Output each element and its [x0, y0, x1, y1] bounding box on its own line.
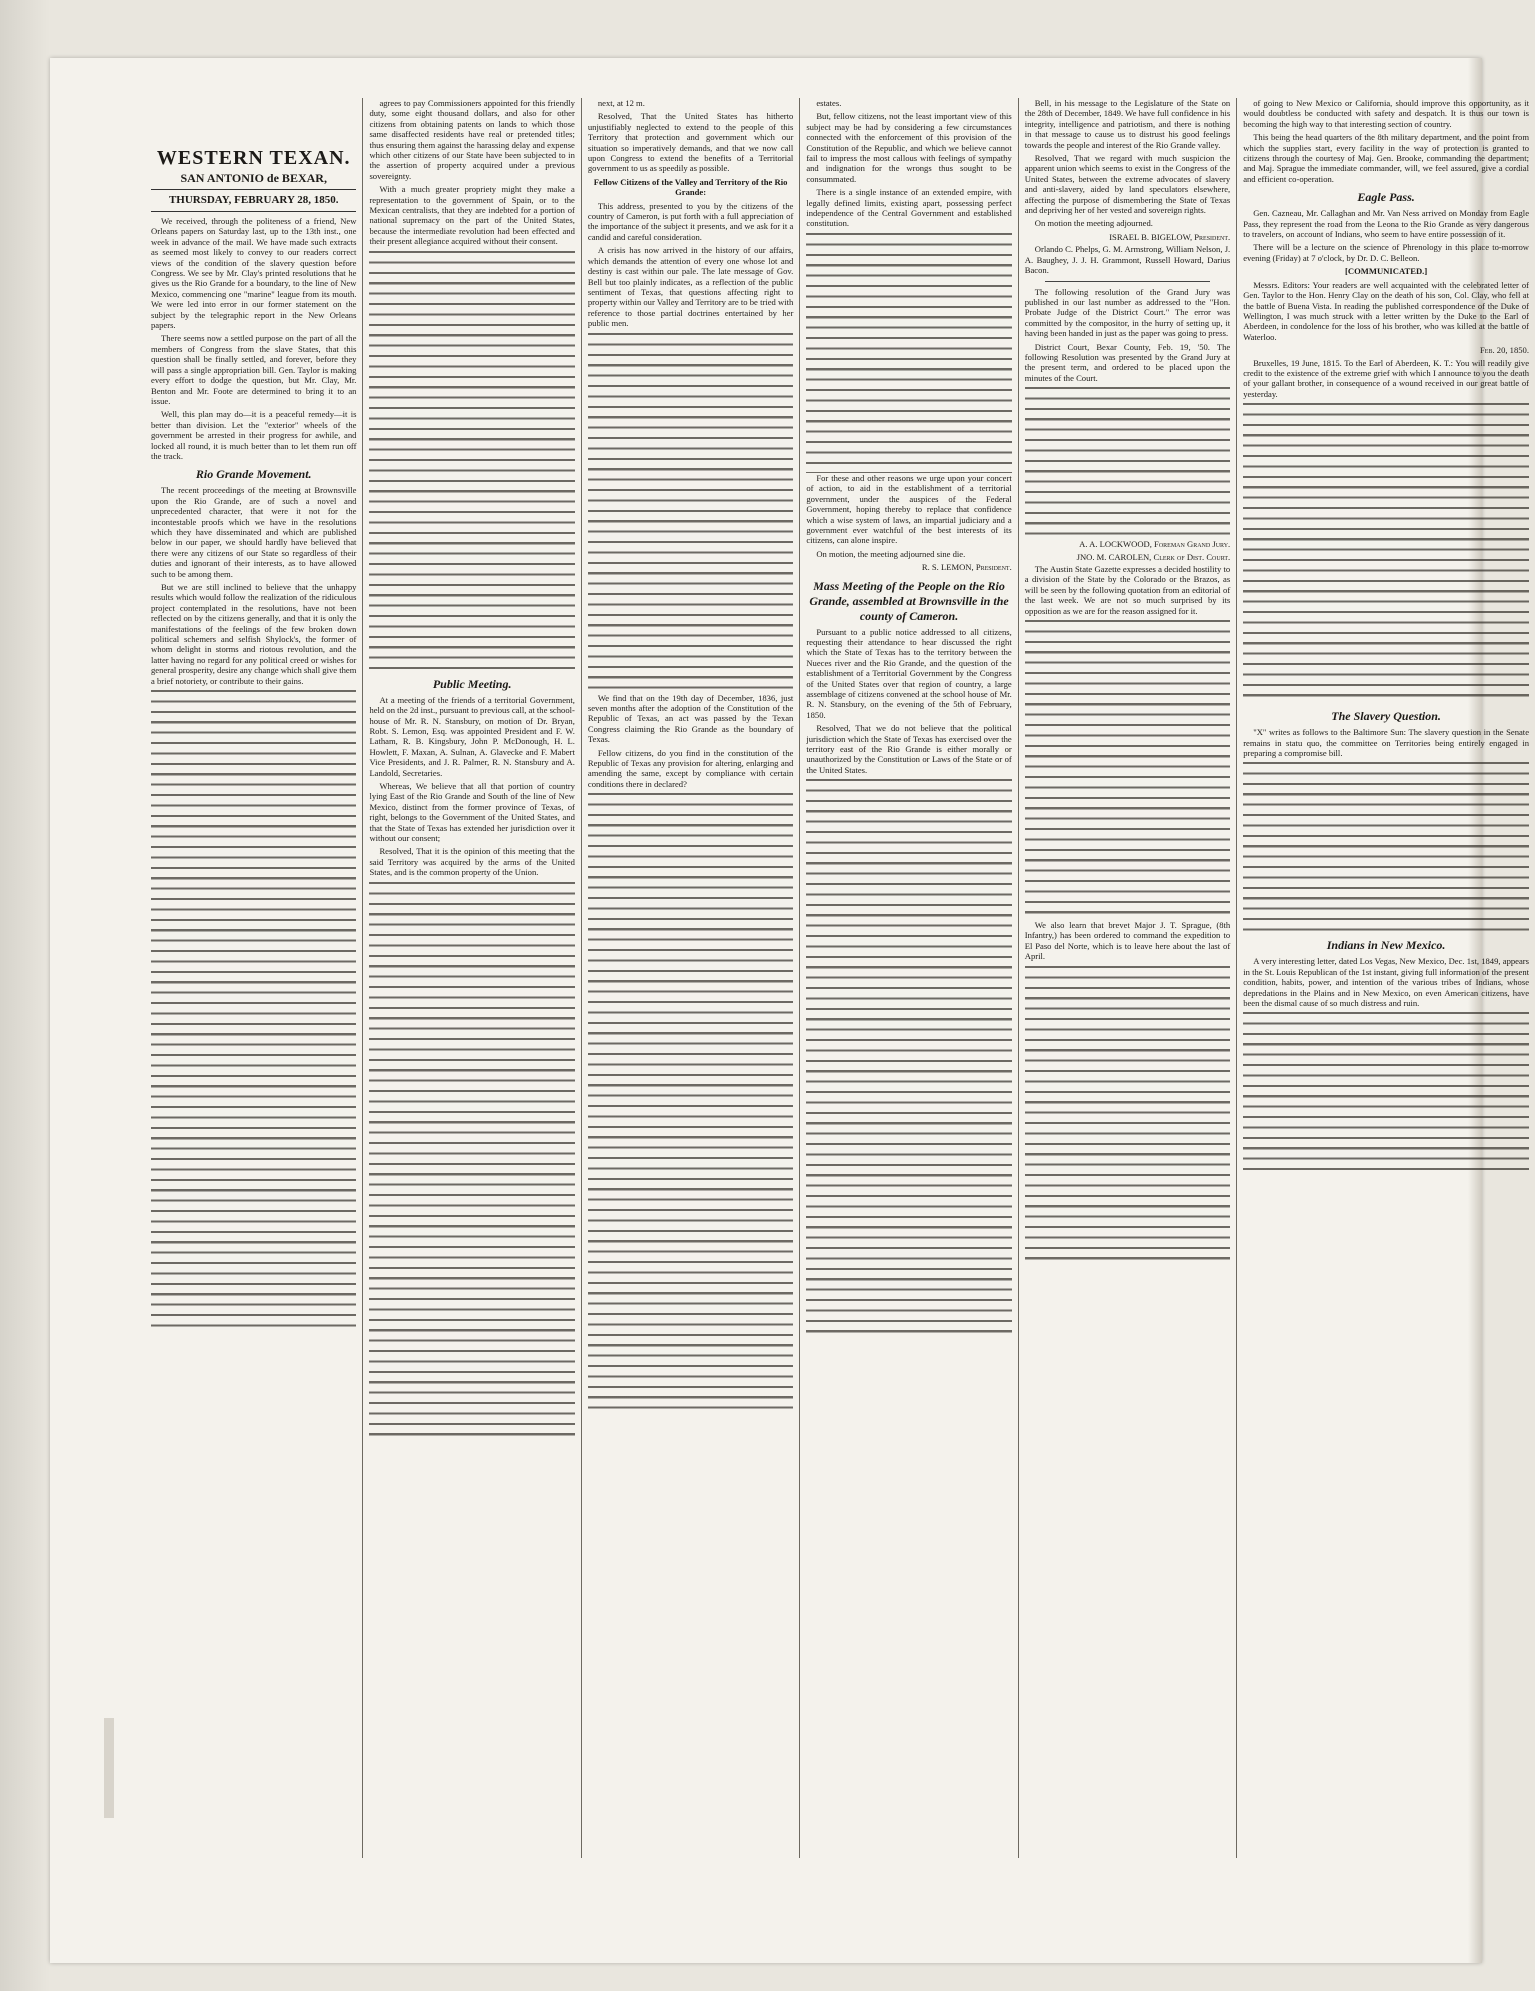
paragraph: For these and other reasons we urge upon your concert of action, to aid in the establishment of a territorial government, under the auspices of the Federal Government, hoping thereby to replace that confidence which a wise system of laws, an impartial judiciary and a government ever watchful of the best interests of its citizens, can alone inspire. — [806, 472, 1012, 546]
paragraph: There will be a lecture on the science of Phrenology in this place to-morrow evening (Friday) at 7 o'clock, by Dr. D. C. Belleon. — [1243, 242, 1530, 263]
paragraph: We also learn that brevet Major J. T. Sprague, (8th Infantry,) has been ordered to command the expedition to El Paso del Norte, which is to leave here about the last of April. — [1024, 920, 1231, 962]
paragraph: estates. — [816, 98, 842, 108]
article-heading: The Slavery Question. — [1331, 709, 1441, 724]
column-6 — [1237, 98, 1535, 1858]
paragraph: Bell, in his message to the Legislature of the State on the 28th of December, 1849. We have full confidence in his integrity, intelligence and patriotism, and there is nothing in that message to cause us to distrust his good feelings towards the people and interest of the Rio Grande valley. — [1024, 98, 1231, 150]
paragraph: A very interesting letter, dated Los Vegas, New Mexico, Dec. 1st, 1849, appears in the St. Louis Republican of the 1st instant, giving full information of the present condition, habits, power, and intention of the various tribes of Indians, whose depredations in the Plains and in New Mexico, on even American citizens, have been the dismal cause of so much distress and ruin. — [1243, 956, 1530, 1008]
paragraph: The Austin State Gazette expresses a decided hostility to a division of the State by the Colorado or the Brazos, as will be seen by the following quotation from an editorial of the last week. We are not so much surprised by its opposition as we are for the reason assigned for it. — [1024, 563, 1231, 616]
dense-text-block — [1243, 403, 1529, 703]
officers-list: Orlando C. Phelps, G. M. Armstrong, William Nelson, J. A. Baughey, J. J. H. Grammont, Russell Howard, Darius Bacon. — [1024, 244, 1231, 276]
dense-text-block — [588, 333, 793, 693]
paragraph: District Court, Bexar County, Feb. 19, '50. The following Resolution was presented by the Grand Jury at the present term, and ordered to be placed upon the minutes of the Court. — [1024, 341, 1231, 383]
paragraph: "X" writes as follows to the Baltimore Sun: The slavery question in the Senate remains in statu quo, the committee on Territories being entirely engaged in preparing a compromise bill. — [1243, 727, 1530, 758]
dense-text-block — [1243, 1012, 1529, 1172]
dense-text-block — [588, 793, 793, 1413]
dense-text-block — [1025, 966, 1230, 1266]
paragraph: agrees to pay Commissioners appointed for this friendly duty, some eight thousand dollars, and also for other citizens from obtaining patents on lands to which those same disaffected residents have real or pretended titles; thus ensuring them against the harassing delay and expense which other citizens of our State have been subjected to in the assertion of property acquired under a previous sovereignty. — [369, 98, 575, 181]
signature: R. S. LEMON, President. — [921, 562, 1012, 573]
column-2 — [363, 98, 581, 1858]
paragraph: Resolved, That it is the opinion of this meeting that the said Territory was acquired by the arms of the United States, and is the common property of the Union. — [369, 846, 575, 878]
paragraph: There seems now a settled purpose on the part of all the members of Congress from the slave States, that this question shall be finally settled, and forever, before they will pass a single appropriation bill. Gen. Taylor is making every effort to dodge the question, but Mr. Clay, Mr. Benton and Mr. Foote are determined to bring it to an issue. — [151, 333, 357, 406]
signature: Feb. 20, 1850. — [1480, 345, 1530, 356]
paragraph: Resolved, That the United States has hitherto unjustifiably neglected to extend to the people of this Territory that protection and government which our situation so imperatively demands, and that we now call upon Congress to extend the benefits of a Territorial government to us as speedily as possible. — [587, 111, 794, 174]
paragraph: On motion the meeting adjourned. — [1034, 218, 1153, 229]
paragraph: Well, this plan may do—it is a peaceful remedy—it is better than division. Let the "exterior" wheels of the government be arrested in their progress for awhile, and locked all round, it is much better than to let them run off the track. — [151, 409, 357, 461]
article-heading: Rio Grande Movement. — [195, 467, 312, 482]
paragraph: We find that on the 19th day of December, 1836, just seven months after the adoption of the Constitution of the Republic of Texas, an act was passed by the Texan Congress claiming the Rio Grande as the boundary of Texas. — [587, 692, 794, 745]
newspaper-page — [50, 58, 1530, 1963]
page-fold — [104, 1718, 114, 1818]
column-3 — [582, 98, 800, 1858]
article-heading: Indians in New Mexico. — [1326, 938, 1446, 953]
paragraph: next, at 12 m. — [597, 98, 645, 108]
dense-text-block — [1243, 762, 1529, 932]
column-1 — [145, 98, 363, 1858]
paragraph: This address, presented to you by the citizens of the country of Cameron, is put forth with a full appreciation of the importance of the subject it presents, and we ask for it a candid and careful consideration. — [587, 200, 794, 242]
signature: ISRAEL B. BIGELOW, President. — [1109, 231, 1231, 242]
columns — [145, 98, 1535, 1858]
paragraph: of going to New Mexico or California, should improve this opportunity, as it would doubtless be conducted with safety and despatch. It is thus our town is becoming the high way to that interesting section of country. — [1243, 98, 1530, 129]
page-left-edge — [0, 0, 50, 1991]
signature: JNO. M. CAROLEN, Clerk of Dist. Court. — [1076, 551, 1231, 562]
column-5 — [1019, 98, 1237, 1858]
paragraph: Resolved, That we do not believe that the political jurisdiction which the State of Texas has exercised over the territory east of the Rio Grande is either morally or unauthorized by the Constitution or Laws of the State or of the United States. — [806, 723, 1012, 775]
paragraph: But we are still inclined to believe that the unhappy results which would follow the realization of the ridiculous project contemplated in the resolutions, have not been reflected on by the citizens generally, and that it is only the manifestations of the feelings of the few broken down political schemers and selfish Shylock's, the former of whom delight in storms and riotous revolution, and the latter having no regard for any political creed or wishes for general prosperity, desire any change which shall give them a brief notoriety, or contribute to their gains. — [151, 582, 357, 686]
dateline-place: SAN ANTONIO de BEXAR, — [180, 171, 327, 185]
dense-text-block — [369, 882, 574, 1442]
paragraph: Gen. Cazneau, Mr. Callaghan and Mr. Van Ness arrived on Monday from Eagle Pass, they represent the road from the Leona to the Rio Grande as very dangerous to travelers, on account of Indians, who seem to have entire possession of it. — [1243, 208, 1530, 240]
paper-title: WESTERN TEXAN. — [156, 147, 351, 169]
article-heading: Public Meeting. — [432, 676, 512, 691]
dense-text-block — [1025, 620, 1230, 920]
paragraph: The recent proceedings of the meeting at Brownsville upon the Rio Grande, are of such a novel and unprecedented character, that were it not for the incontestable proofs which we have in the resolutions which they have disseminated and which are published below in our paper, we should hardly have believed that there were any citizens of our State so regardless of their duties and ignorant of their interests, as to have allowed such to be among them. — [151, 485, 357, 579]
masthead — [151, 146, 356, 212]
paragraph: A crisis has now arrived in the history of our affairs, which demands the attention of every one whose lot and destiny is cast within our pale. The late message of Gov. Bell but too plainly indicates, as a reflection of the public sentiment of Texas, that questions affecting right to property within our Valley and Territory are to be tried with reference to those partial doctrines entertained by her public men. — [587, 245, 794, 329]
paragraph: Resolved, That we regard with much suspicion the apparent union which seems to exist in the Congress of the United States, between the extreme advocates of slavery and anti-slavery, aided by land speculators elsewhere, affecting the purpose of dismembering the State of Texas and depriving her of her vested and sovereign rights. — [1024, 153, 1231, 216]
paragraph: Whereas, We believe that all that portion of country lying East of the Rio Grande and South of the line of New Mexico, distinct from the former province of Texas, of right, belongs to the Government of the United States, and that the State of Texas has extended her jurisdiction over it without our consent; — [369, 780, 575, 843]
dateline-date: THURSDAY, FEBRUARY 28, 1850. — [151, 189, 356, 207]
signature: A. A. LOCKWOOD, Foreman Grand Jury. — [1079, 539, 1231, 550]
paragraph: This being the head quarters of the 8th military department, and the point from which the supplies start, every facility in the way of protection is granted to citizens through the courtesy of Maj. Gen. Brooke, commanding the department; and Maj. Sprague the immediate commander, will, we feel assured, give a cordial and efficient co-operation. — [1243, 132, 1530, 184]
divider — [1045, 281, 1210, 282]
dense-text-block — [806, 779, 1011, 1339]
column-4 — [800, 98, 1018, 1858]
dense-text-block — [151, 690, 356, 1330]
paragraph: Bruxelles, 19 June, 1815. To the Earl of Aberdeen, K. T.: You will readily give credit to the existence of the extreme grief with which I announce to you the death of your gallant brother, in consequence of a wound received in our great battle of yesterday. — [1243, 357, 1530, 399]
paragraph: The following resolution of the Grand Jury was published in our last number as addressed to the "Hon. Probate Judge of the District Court." The error was committed by the compositor, in the hurry of setting up, it having been handed in just as the paper was going to press. — [1024, 286, 1231, 339]
dense-text-block — [1025, 387, 1230, 537]
paragraph: With a much greater propriety might they make a representation to the government of Spain, or to the Mexican centralists, that they are indebted for a portion of national supremacy on the part of the United States, because the intermediate revolution had been effected and their present allegiance acquired without their consent. — [369, 184, 575, 247]
paragraph: Fellow citizens, do you find in the constitution of the Republic of Texas any provision for altering, enlarging and amending the same, except by compliance with certain conditions there in declared? — [587, 747, 794, 789]
article-heading: Eagle Pass. — [1357, 190, 1415, 205]
paragraph: We received, through the politeness of a friend, New Orleans papers on Saturday last, up to the 13th inst., one week in advance of the mail. We have made such extracts as seemed most likely to convey to our readers correct views of the condition of the slavery question before Congress. We see by Mr. Clay's printed resolutions that he gives us the Rio Grande for a boundary, to the line of New Mexico, commencing one "marine" league from its mouth. We were led into error in our former statement on the subject by the telegraphic report in the New Orleans papers. — [151, 216, 357, 331]
dense-text-block — [806, 233, 1011, 473]
paragraph: On motion, the meeting adjourned sine die. — [816, 548, 966, 559]
paragraph: Pursuant to a public notice addressed to all citizens, requesting their attendance to hear discussed the right which the State of Texas has to the territory between the Nueces river and the Rio Grande, and the question of the establishment of a Territorial Government by the Congress of the United States over that region of country, a large assemblage of citizens convened at the school house of Mr. R. N. Stansbury, on the evening of the 5th of February, 1850. — [806, 626, 1012, 720]
article-heading: Mass Meeting of the People on the Rio Grande, assembled at Brownsville in the county of Cameron. — [809, 578, 1009, 623]
dense-text-block — [369, 251, 574, 671]
section-label: [COMMUNICATED.] — [1345, 266, 1428, 277]
paragraph: There is a single instance of an extended empire, with legally defined limits, existing apart, possessing perfect independence of the Central Government and established constitution. — [806, 187, 1012, 229]
article-heading: Fellow Citizens of the Valley and Territory of the Rio Grande: — [593, 176, 788, 198]
paragraph: At a meeting of the friends of a territorial Government, held on the 2d inst., pursuant to previous call, at the school-house of Mr. R. N. Stansbury, on motion of Dr. Bryan, Robt. S. Lemon, Esq. was appointed President and F. W. Latham, R. B. Kingsbury, John P. McDonough, H. L. Howlett, F. Maxan, A. Sulnan, A. Glavecke and F. Mabert Vice Presidents, and J. R. Palmer, R. N. Stansbury and A. Landold, Secretaries. — [369, 694, 575, 778]
paragraph: Messrs. Editors: Your readers are well acquainted with the celebrated letter of Gen. Taylor to the Hon. Henry Clay on the death of his son, Col. Clay, who fell at the battle of Buena Vista. In reading the published correspondence of the Duke of Wellington, I was much struck with a letter written by the Duke to the Earl of Aberdeen, in condolence for the loss of his brother, who was killed at the battle of Waterloo. — [1243, 279, 1530, 342]
paragraph: But, fellow citizens, not the least important view of this subject may be had by considering a few circumstances connected with the enforcement of this provision of the Constitution of the Republic, and which we believe cannot fail to impress the most callous with feelings of sympathy and indignation for the wrongs thus sought to be consummated. — [806, 111, 1012, 184]
